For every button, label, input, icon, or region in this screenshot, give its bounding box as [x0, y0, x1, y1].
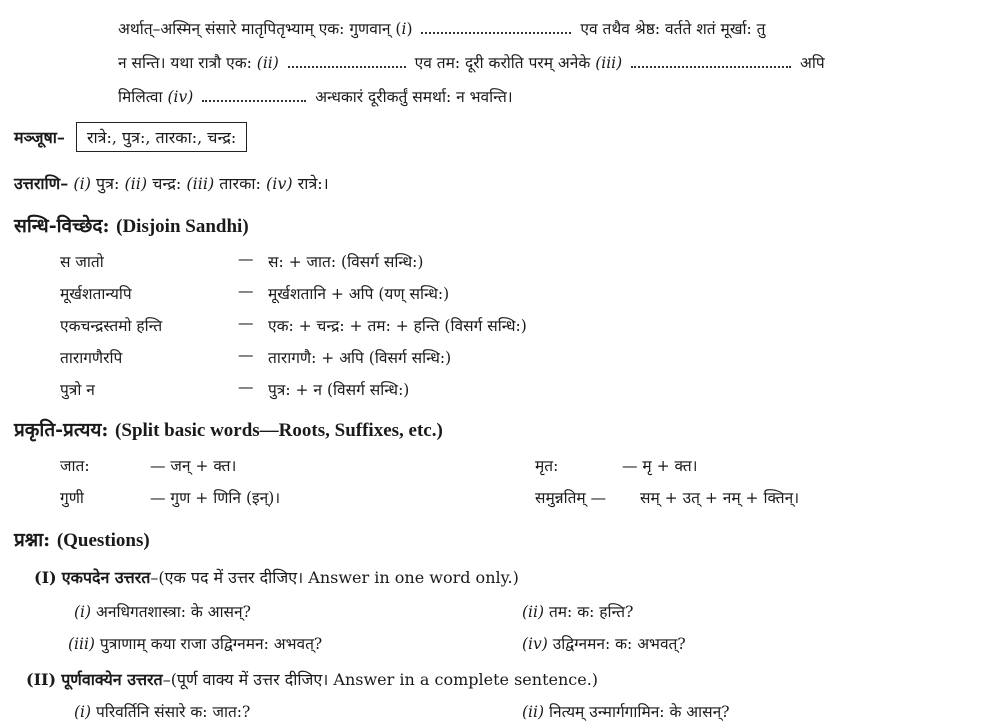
questions-heading	[14, 526, 150, 552]
root-word: जात:	[60, 457, 90, 475]
sandhi-word: तारागणैरपि	[60, 349, 123, 367]
sandhi-split: पुत्र: + न (विसर्ग सन्धि:)	[268, 381, 410, 399]
answers-label: उत्तराणि–	[14, 174, 69, 193]
fill-blank-paragraph	[118, 12, 978, 114]
blank-3	[631, 52, 791, 68]
section-number: (II)	[26, 670, 57, 689]
answer-word: चन्द्र:	[152, 174, 182, 193]
dash: —	[238, 378, 254, 396]
question-item	[522, 700, 730, 722]
section-one-heading	[34, 566, 519, 588]
sandhi-split: मूर्खशतानि + अपि (यण् सन्धि:)	[268, 285, 450, 303]
section-title: पूर्णवाक्येन उत्तरत	[61, 670, 163, 689]
question-number: (i)	[74, 703, 92, 721]
root-word: मृत:	[535, 457, 559, 475]
paragraph-text: अर्थात्–अस्मिन् संसारे मातृपितृभ्याम् एक: गुणवान्	[118, 20, 391, 38]
section-two-heading	[26, 668, 598, 690]
sandhi-word: एकचन्द्रस्तमो हन्ति	[60, 317, 163, 335]
root-split: — जन् + क्त।	[150, 457, 237, 475]
word-box-row	[14, 122, 247, 152]
sandhi-split: एक: + चन्द्र: + तम: + हन्ति (विसर्ग सन्धि:)	[268, 317, 527, 335]
blank-label: (iii)	[595, 54, 623, 72]
section-number: (I)	[34, 568, 57, 587]
question-text: तम: क: हन्ति?	[548, 603, 634, 621]
sandhi-word: स जातो	[60, 253, 104, 271]
question-item	[522, 632, 686, 654]
root-split: — गुण + णिनि (इन्)।	[150, 489, 281, 507]
paragraph-line-1	[118, 12, 978, 46]
dash: —	[238, 346, 254, 364]
blank-label: (i)	[395, 20, 413, 38]
question-number: (ii)	[522, 603, 545, 621]
answer-number: (i)	[73, 174, 91, 193]
section-title: एकपदेन उत्तरत	[61, 568, 151, 587]
blank-label: (ii)	[256, 54, 279, 72]
blank-2	[288, 52, 406, 68]
heading-text: सन्धि-विच्छेद:	[14, 215, 110, 237]
prakriti-heading	[14, 416, 443, 442]
sandhi-word: मूर्खशतान्यपि	[60, 285, 132, 303]
question-text: उद्विग्नमन: क: अभवत्?	[552, 635, 686, 653]
paragraph-text: अपि	[800, 54, 825, 72]
heading-english: (Disjoin Sandhi)	[116, 216, 249, 237]
question-number: (iv)	[522, 635, 548, 653]
answer-word: पुत्र:	[96, 174, 120, 193]
dash: —	[238, 282, 254, 300]
root-split: सम् + उत् + नम् + क्तिन्।	[640, 489, 800, 507]
answer-number: (iv)	[266, 174, 293, 193]
sandhi-split: तारागणै: + अपि (विसर्ग सन्धि:)	[268, 349, 452, 367]
question-number: (i)	[74, 603, 92, 621]
heading-text: प्रकृति-प्रत्यय:	[14, 419, 109, 441]
question-number: (iii)	[68, 635, 95, 653]
blank-label: (iv)	[167, 88, 194, 106]
question-item	[74, 600, 251, 622]
sandhi-word: पुत्रो न	[60, 381, 95, 399]
question-item	[74, 700, 250, 722]
dash: —	[238, 250, 254, 268]
answer-number: (ii)	[124, 174, 148, 193]
root-split: — मृ + क्त।	[622, 457, 698, 475]
heading-english: (Questions)	[56, 530, 150, 551]
section-instruction: –(एक पद में उत्तर दीजिए। Answer in one word only.)	[150, 568, 519, 587]
blank-4	[202, 86, 306, 102]
question-number: (ii)	[522, 703, 545, 721]
answer-word: रात्रे:।	[297, 174, 329, 193]
paragraph-line-2	[118, 46, 978, 80]
question-text: पुत्राणाम् कया राजा उद्विग्नमन: अभवत्?	[99, 635, 323, 653]
paragraph-text: न सन्ति। यथा रात्रौ एक:	[118, 54, 252, 72]
heading-english: (Split basic words—Roots, Suffixes, etc.)	[115, 420, 443, 441]
question-text: अनधिगतशास्त्रा: के आसन्?	[96, 603, 251, 621]
paragraph-text: एव तम: दूरी करोति परम् अनेके	[414, 54, 591, 72]
paragraph-text: एव तथैव श्रेष्ठ: वर्तते शतं मूर्खा: तु	[580, 20, 766, 38]
root-word: समुन्नतिम् —	[535, 489, 607, 507]
question-item	[522, 600, 633, 622]
section-instruction: –(पूर्ण वाक्य में उत्तर दीजिए। Answer in a complete sentence.)	[162, 670, 599, 689]
word-box: रात्रे:, पुत्र:, तारका:, चन्द्र:	[76, 122, 247, 152]
sandhi-split: स: + जात: (विसर्ग सन्धि:)	[268, 253, 424, 271]
question-text: परिवर्तिनि संसारे क: जात:?	[96, 703, 251, 721]
blank-1	[421, 18, 571, 34]
heading-text: प्रश्ना:	[14, 529, 51, 551]
answer-word: तारका:	[219, 174, 261, 193]
root-word: गुणी	[60, 489, 84, 507]
question-item	[68, 632, 322, 654]
answer-number: (iii)	[186, 174, 215, 193]
answers-row	[14, 172, 329, 194]
word-box-label: मञ्जूषा–	[14, 128, 65, 147]
question-text: नित्यम् उन्मार्गगामिन: के आसन्?	[548, 703, 730, 721]
paragraph-text: मिलित्वा	[118, 88, 163, 106]
paragraph-line-3	[118, 80, 978, 114]
paragraph-text: अन्धकारं दूरीकर्तुं समर्था: न भवन्ति।	[315, 88, 513, 106]
sandhi-heading	[14, 212, 249, 238]
dash: —	[238, 314, 254, 332]
